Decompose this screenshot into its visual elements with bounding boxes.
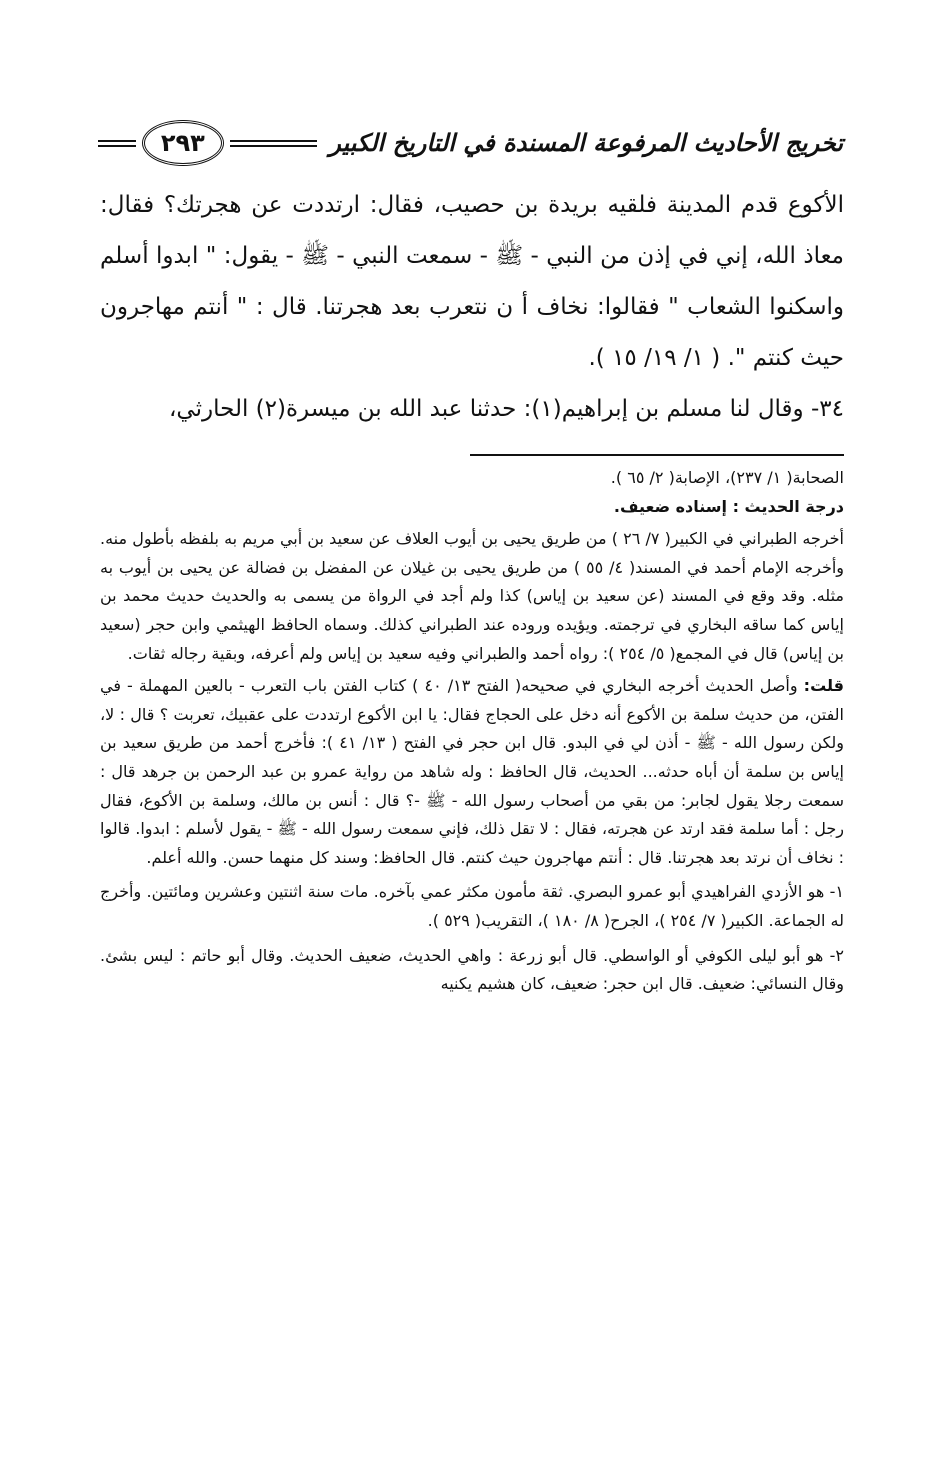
header-rule-right xyxy=(230,140,318,147)
note-sources-line: الصحابة( ١/ ٢٣٧)، الإصابة( ٢/ ٦٥ ). xyxy=(610,468,844,487)
takhrij-paragraph: أخرجه الطبراني في الكبير( ٧/ ٢٦ ) من طريق يحيى بن أيوب العلاف عن سعيد بن أبي مريم به بلفظه بأطول منه. وأخرجه الإمام أحمد في المسند( ٤/ ٥٥ ) من طريق يحيى بن غيلان عن المفضل بن فضالة عن يحيى بن أيوب به مثله. وقد وقع في المسند (عن سعيد بن إياس) كذا ولم أجد في الرواة من يسمى به والحديث حديث محمد بن إياس كما ساقه البخاري في ترجمته. ويؤيده وروده عند الطبراني كذلك. وسماه الحافظ الهيثمي وابن حجر (سعيد بن إياس) قال في المجمع( ٥/ ٢٥٤ ): رواه أحمد والطبراني وفيه سعيد بن إياس ولم أعرفه، وبقية رجاله ثقات. xyxy=(100,529,845,663)
qultu-label: قلت: xyxy=(803,676,845,696)
footnote-1: ١- هو الأزدي الفراهيدي أبو عمرو البصري. ثقة مأمون مكثر عمي بآخره. مات سنة اثنتين وعشرين ومائتين. وأخرج له الجماعة. الكبير( ٧/ ٢٥٤ )، الجرح( ٨/ ١٨٠ )، التقريب( ٥٢٩ ). xyxy=(100,882,844,930)
hadith-text: الأكوع قدم المدينة فلقيه بريدة بن حصيب، فقال: ارتددت عن هجرتك؟ فقال: معاذ الله، إني في إذن من النبي - ﷺ - سمعت النبي - ﷺ - يقول: " ابدوا أسلم واسكنوا الشعاب " فقالوا: نخاف أ ن نتعرب بعد هجرتنا. قال : " أنتم مهاجرون حيث كنتم ". ( ١/ ١٩/ ١٥ ). xyxy=(100,192,844,371)
main-text xyxy=(100,180,844,435)
qultu-paragraph xyxy=(100,672,844,872)
footnote-2: ٢- هو أبو ليلى الكوفي أو الواسطي. قال أبو زرعة : واهي الحديث، ضعيف الحديث. وقال أبو حاتم : ليس بشئ. وقال النسائي: ضعيف. قال ابن حجر: ضعيف، كان هشيم يكنيه xyxy=(100,945,844,994)
page-header xyxy=(98,118,843,168)
page-number: ٢٩٣ xyxy=(142,120,224,166)
hadith-34-isnad: ٣٤- وقال لنا مسلم بن إبراهيم(١): حدثنا عبد الله بن ميسرة(٢) الحارثي، xyxy=(168,396,844,422)
footnotes xyxy=(100,464,844,999)
running-title: تخريج الأحاديث المرفوعة المسندة في التاريخ الكبير xyxy=(329,129,843,157)
footnote-separator xyxy=(470,454,844,456)
hadith-grade: درجة الحديث : إسناده ضعيف. xyxy=(613,496,844,516)
qultu-text: وأصل الحديث أخرجه البخاري في صحيحه( الفتح ١٣/ ٤٠ ) كتاب الفتن باب التعرب - بالعين المهملة - في الفتن، من حديث سلمة بن الأكوع أنه دخل على الحجاج فقال: يا ابن الأكوع ارتددت على عقبيك، تعربت ؟ قال : لا، ولكن رسول الله - ﷺ - أذن لي في البدو. قال ابن حجر في الفتح ( ١٣/ ٤١ ): فأخرج أحمد من طريق سعيد بن إياس بن سلمة أن أباه حدثه... الحديث، قال الحافظ : وله شاهد من رواية عمرو بن عبد الرحمن بن جرهد قال : سمعت رجلا يقول لجابر: من بقي من أصحاب رسول الله - ﷺ -؟ قال : أنس بن مالك، وسلمة بن الأكوع، فقال رجل : أما سلمة فقد ارتد عن هجرته، فقال : لا تقل ذلك، فإني سمعت رسول الله - ﷺ - يقول لأسلم : ابدوا. قالوا : نخاف أن نرتد بعد هجرتنا. قال : أنتم مهاجرون حيث كنتم. قال الحافظ: وسند كل منهما حسن. والله أعلم. xyxy=(100,676,844,867)
header-rule-left xyxy=(98,140,136,147)
